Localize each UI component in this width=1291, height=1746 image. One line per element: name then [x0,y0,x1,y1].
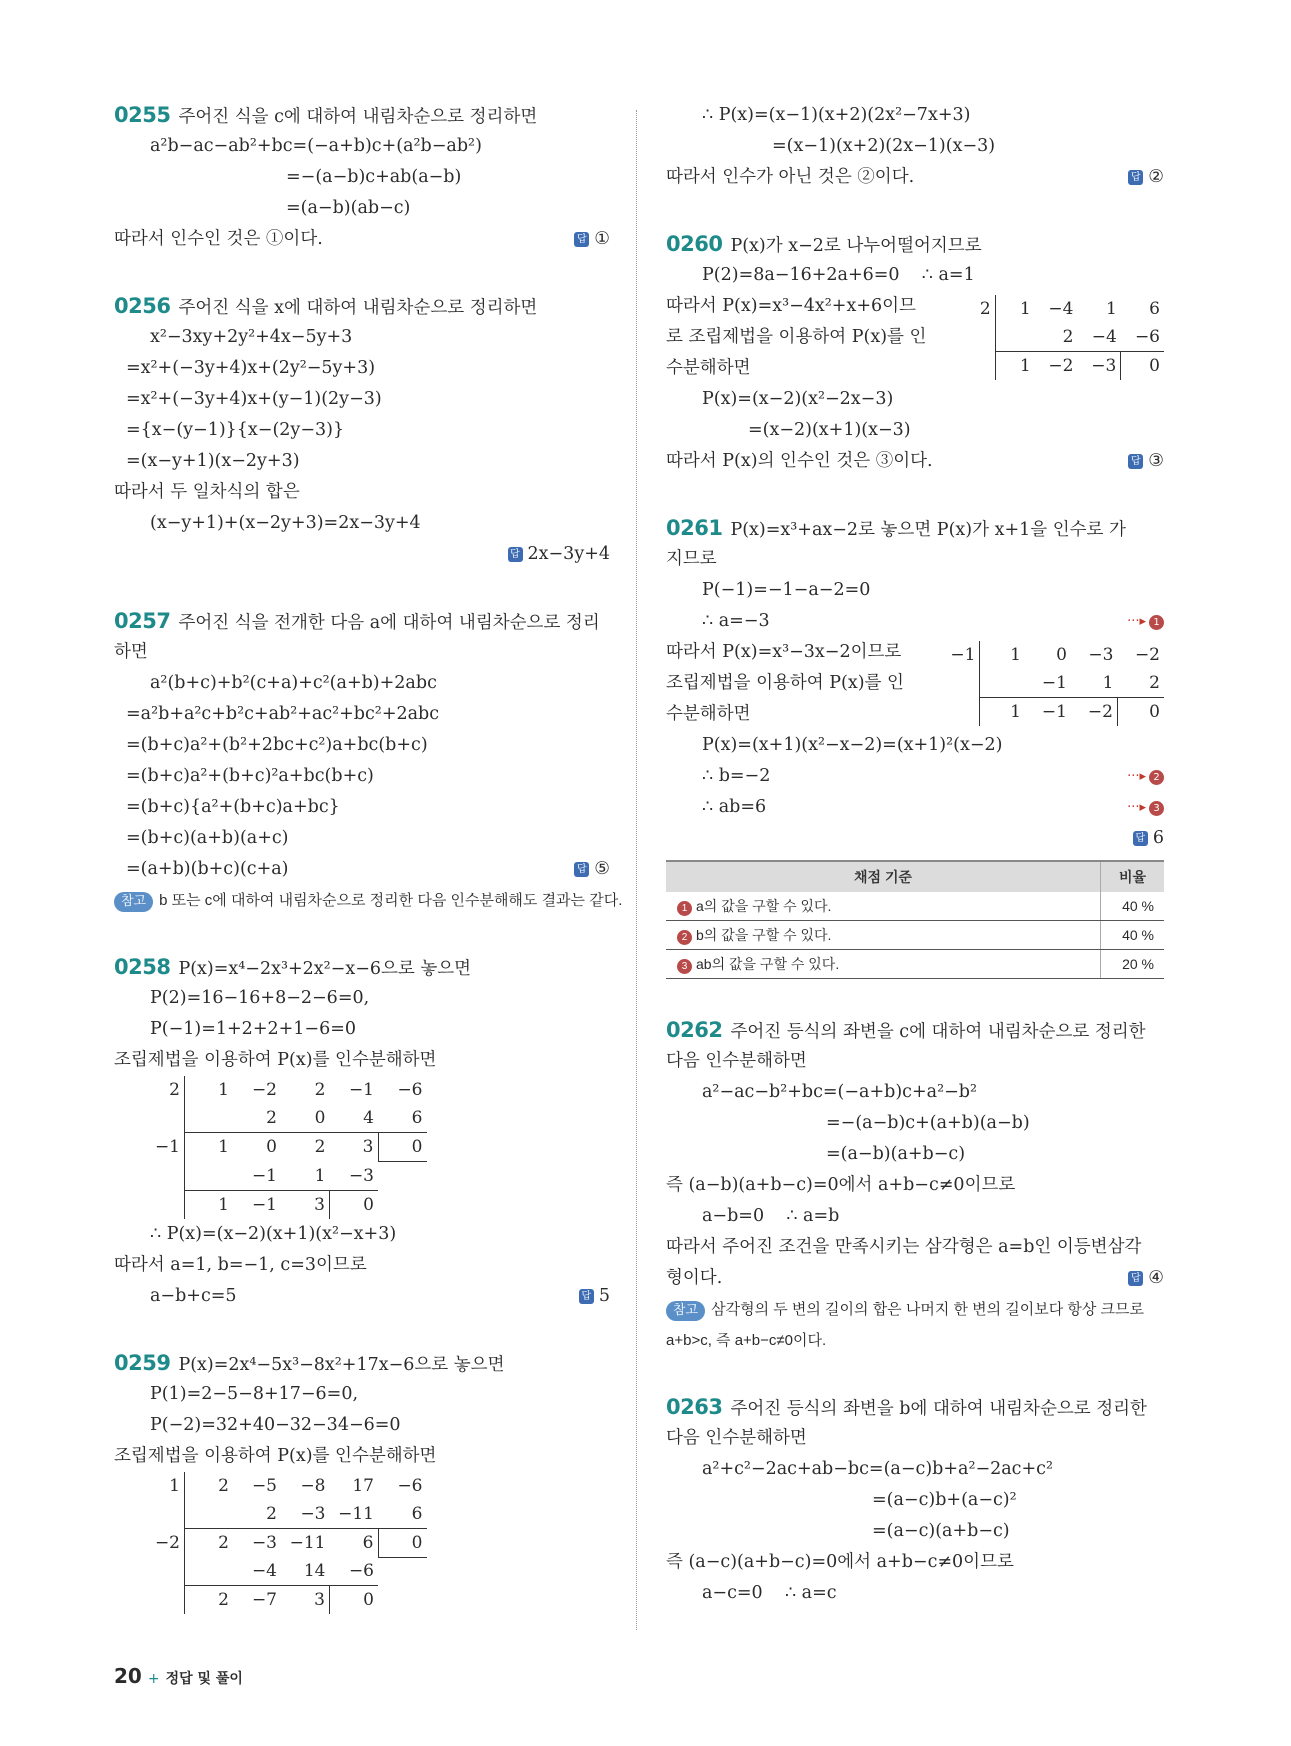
synth-cell: −1 [950,645,976,665]
synth-cell [378,1586,427,1615]
answer: 답 ③ [1128,446,1164,477]
synth-cell: 2 [169,1080,180,1100]
synth-cell: 6 [1149,299,1160,319]
synth-cell: 2 [233,1104,281,1133]
synth-row [150,1076,427,1104]
synth-cell [966,323,995,352]
equation-line: P(2)=16−16+8−2−6=0, [150,988,370,1008]
answer-icon: 답 [574,862,589,877]
problem-number: 0260 [666,232,723,256]
equation-line: =(b+c)a²+(b+c)²a+bc(b+c) [126,766,374,786]
synth-cell: 1 [995,295,1034,323]
solution-text: P(x)가 x−2로 나누어떨어지므로 [730,236,982,256]
synth-cell: −2 [1134,645,1160,665]
reference-note: 참고 삼각형의 두 변의 길이의 합은 나머지 한 변의 길이보다 항상 크므로 [666,1294,1164,1325]
equation-line: a²−ac−b²+bc=(−a+b)c+a²−b² [702,1082,977,1102]
synth-cell: −8 [300,1475,326,1496]
synth-cell: 2 [185,1586,234,1615]
synth-cell [185,1500,234,1529]
problem-0262 [666,1015,1164,1356]
solution-text: P(x)=x³+ax−2로 놓으면 P(x)가 x+1을 인수로 가 [730,520,1126,540]
reference-note: 참고 b 또는 c에 대하여 내림차순으로 정리한 다음 인수분해해도 결과는 같다. [114,885,610,916]
equation-line: a−b=0 ∴ a=b [702,1206,840,1226]
synth-cell: 1 [980,641,1025,669]
equation-line: P(x)=(x+1)(x²−x−2)=(x+1)²(x−2) [702,735,1003,755]
synthetic-division-table [114,1472,610,1615]
synth-cell: −3 [330,1162,379,1191]
synth-cell: 1 [1105,299,1117,319]
synth-cell: 0 [1117,698,1164,727]
synth-cell: 1 [995,352,1034,381]
page-footer [114,1664,243,1688]
grading-table [666,860,1164,979]
solution-text: 따라서 P(x)=x³−3x−2이므로 [666,642,902,662]
synthetic-division-table [966,295,1164,380]
synth-cell: −3 [1091,356,1117,376]
synth-cell: 1 [281,1162,330,1191]
synth-cell [995,323,1034,352]
synth-row [150,1133,427,1162]
synth-cell: 0 [330,1586,379,1615]
solution-text: 다음 인수분해하면 [666,1051,807,1071]
conclusion-text: 따라서 P(x)의 인수인 것은 ③이다. [666,451,933,471]
equation-line: =(x−1)(x+2)(2x−1)(x−3) [772,136,996,156]
left-column [114,100,623,1614]
equation-line: ∴ ab=6 [702,797,767,817]
answer-icon: 답 [1128,170,1143,185]
synth-row [150,1586,427,1615]
conclusion-text: 따라서 인수가 아닌 것은 ②이다. [666,167,915,187]
synth-cell [150,1586,185,1615]
answer: 답 ④ [1128,1263,1164,1294]
solution-text: 수분해하면 [666,358,751,378]
synth-cell: −4 [1048,299,1074,319]
conclusion-text: 따라서 인수인 것은 ①이다. [114,229,323,249]
synth-cell: 0 [266,1137,277,1158]
solution-text: 주어진 식을 c에 대하여 내림차순으로 정리하면 [178,107,538,127]
synth-cell: −2 [1087,702,1113,722]
solution-text: 지므로 [666,549,717,569]
synth-row [966,352,1164,381]
problem-0259 [114,1348,610,1615]
synthetic-division-table [946,641,1164,726]
page-number: 20 [114,1664,142,1688]
equation-line: P(−2)=32+40−32−34−6=0 [150,1414,401,1435]
problem-0257 [114,606,623,916]
reference-badge: 참고 [114,892,153,912]
solution-text: P(x)=2x⁴−5x³−8x²+17x−6으로 놓으면 [178,1354,505,1375]
synth-cell: 6 [378,1104,427,1133]
equation-line: (x−y+1)+(x−2y+3)=2x−3y+4 [150,513,421,533]
synth-cell: 1 [980,698,1025,727]
synth-cell: −1 [1025,669,1071,698]
synth-cell [946,669,980,698]
synth-cell: −5 [251,1475,277,1496]
synth-cell: 6 [378,1500,427,1529]
synth-cell [185,1557,234,1586]
synth-cell: 2 [1035,323,1078,352]
synth-cell: −2 [1048,356,1074,376]
solution-text: 조립제법을 이용하여 P(x)를 인 [666,673,904,693]
equation-line: a−c=0 ∴ a=c [702,1583,837,1603]
answer: 답 5 [579,1281,610,1312]
synth-cell: 0 [1056,645,1067,665]
answer-icon: 답 [579,1289,594,1304]
equation-line: P(−1)=1+2+2+1−6=0 [150,1019,357,1039]
problem-number: 0261 [666,516,723,540]
grading-row: 2 b의 값을 구할 수 있다. 40 % [666,921,1164,950]
problem-0261 [666,513,1164,979]
reference-note-cont: a+b>c, 즉 a+b−c≠0이다. [666,1332,827,1349]
synth-cell: −3 [281,1500,330,1529]
problem-0260 [666,229,1164,477]
plus-icon: + [147,1671,160,1687]
equation-line: ={x−(y−1)}{x−(2y−3)} [126,420,345,440]
equation-line: =x²+(−3y+4)x+(2y²−5y+3) [126,358,376,378]
equation-line: =(a+b)(b+c)(c+a) [126,859,289,879]
equation-line: ∴ a=−3 [702,611,770,631]
step-marker: ···▸ 1 [1127,606,1164,637]
answer: 답 2x−3y+4 [508,539,610,570]
problem-number: 0258 [114,955,171,979]
right-column [666,100,1164,1609]
synth-cell: 1 [1071,669,1118,698]
equation-line: P(1)=2−5−8+17−6=0, [150,1383,359,1404]
synth-cell [378,1162,427,1191]
grading-header-ratio: 비율 [1101,861,1165,892]
synth-cell [185,1104,234,1133]
equation-line: ∴ P(x)=(x−2)(x+1)(x²−x+3) [150,1223,397,1244]
synth-row [946,698,1164,727]
solution-text: 조립제법을 이용하여 P(x)를 인수분해하면 [114,1050,437,1070]
grading-row: 1 a의 값을 구할 수 있다. 40 % [666,892,1164,921]
synth-cell [378,1557,427,1586]
equation-line: P(x)=(x−2)(x²−2x−3) [702,389,894,409]
solution-text: 수분해하면 [666,704,751,724]
conclusion-text: 형이다. [666,1268,723,1288]
problem-number: 0259 [114,1350,171,1375]
synth-cell: 1 [185,1190,234,1219]
problem-0256 [114,291,610,570]
synth-cell [150,1104,185,1133]
synth-cell: 0 [330,1190,379,1219]
synth-cell: −3 [251,1532,277,1553]
synth-cell: −11 [330,1500,379,1529]
equation-line: =(x−2)(x+1)(x−3) [748,420,911,440]
synth-cell: 0 [281,1104,330,1133]
synth-cell: −4 [233,1557,281,1586]
synth-cell: −1 [348,1080,374,1100]
equation-line: ∴ b=−2 [702,766,771,786]
synth-cell: −7 [251,1590,277,1610]
footer-title: 정답 및 풀이 [165,1671,243,1687]
synth-cell: 6 [362,1532,374,1553]
equation-line: =(b+c)(a+b)(a+c) [126,828,289,848]
synth-cell: 14 [281,1557,330,1586]
answer-icon: 답 [1128,1271,1143,1286]
equation-line: a²(b+c)+b²(c+a)+c²(a+b)+2abc [150,673,437,693]
solution-text: 즉 (a−b)(a+b−c)=0에서 a+b−c≠0이므로 [666,1175,1016,1195]
equation-line: =(a−b)(a+b−c) [826,1144,966,1164]
equation-line: x²−3xy+2y²+4x−5y+3 [150,327,353,347]
solution-text: P(x)=x⁴−2x³+2x²−x−6으로 놓으면 [178,959,472,979]
equation-line: =(a−b)(ab−c) [286,198,411,218]
synth-cell [980,669,1025,698]
equation-line: a−b+c=5 [150,1285,237,1306]
synth-cell: −1 [154,1137,180,1157]
grading-row: 3 ab의 값을 구할 수 있다. 20 % [666,950,1164,979]
step-marker: ···▸ 2 [1127,761,1164,792]
synth-cell: 2 [185,1472,234,1500]
synth-cell [150,1162,185,1191]
reference-badge: 참고 [666,1301,705,1321]
problem-number: 0262 [666,1018,723,1042]
synth-cell: 2 [185,1528,234,1557]
synth-cell: 2 [314,1080,326,1100]
synth-cell: 2 [979,299,991,319]
answer: 답 ② [1128,162,1164,193]
synth-row [946,669,1164,698]
solution-text: 따라서 P(x)=x³−4x²+x+6이므 [666,296,916,316]
synth-cell [966,352,995,381]
synth-row [150,1528,427,1557]
synth-cell: −1 [1041,702,1067,722]
synth-cell: −1 [251,1194,277,1215]
equation-line: a²b−ac−ab²+bc=(−a+b)c+(a²b−ab²) [150,136,482,156]
problem-number: 0256 [114,294,171,318]
problem-0263 [666,1392,1164,1609]
solution-text: 따라서 a=1, b=−1, c=3이므로 [114,1254,367,1275]
synth-cell: 3 [314,1590,325,1610]
grading-header-criteria: 채점 기준 [666,861,1101,892]
equation-line: a²+c²−2ac+ab−bc=(a−c)b+a²−2ac+c² [702,1459,1053,1479]
synth-row [966,295,1164,323]
equation-line: =a²b+a²c+b²c+ab²+ac²+bc²+2abc [126,704,440,724]
synth-cell: −4 [1077,323,1120,352]
synth-cell: 2 [233,1500,281,1529]
synth-cell: −2 [251,1080,277,1100]
synth-row [150,1557,427,1586]
equation-line: =−(a−b)c+(a+b)(a−b) [826,1113,1030,1133]
synth-cell: 2 [314,1137,326,1158]
answer: 답 ① [574,224,610,255]
answer-icon: 답 [1128,454,1143,469]
synth-cell: 0 [1121,352,1164,381]
answer: 답 ⑤ [574,854,610,885]
synth-cell: 1 [185,1133,234,1162]
synthetic-division-table [114,1076,610,1219]
equation-line: ∴ P(x)=(x−1)(x+2)(2x²−7x+3) [702,105,971,125]
solution-text: 하면 [114,642,148,662]
synth-row [150,1472,427,1500]
synth-cell: 1 [169,1475,180,1496]
synth-cell [946,698,980,727]
problem-number: 0257 [114,609,171,633]
column-divider [636,110,637,1630]
solution-text: 즉 (a−c)(a+b−c)=0에서 a+b−c≠0이므로 [666,1552,1014,1572]
solution-text: 다음 인수분해하면 [666,1428,807,1448]
answer-icon: 답 [1133,831,1148,846]
solution-text: 주어진 식을 x에 대하여 내림차순으로 정리하면 [178,298,538,318]
problem-number: 0263 [666,1395,723,1419]
synth-cell: 3 [314,1194,325,1215]
equation-line: =(a−c)(a+b−c) [872,1521,1010,1541]
synth-row [966,323,1164,352]
synth-cell: 2 [1117,669,1164,698]
step-marker: ···▸ 3 [1127,792,1164,823]
equation-line: P(−1)=−1−a−2=0 [702,580,871,600]
equation-line: =(b+c){a²+(b+c)a+bc} [126,797,340,817]
solution-text: 주어진 등식의 좌변을 c에 대하여 내림차순으로 정리한 [730,1022,1146,1042]
synth-cell: −6 [397,1475,423,1496]
synth-row [150,1162,427,1191]
equation-line: =(x−y+1)(x−2y+3) [126,451,300,471]
synth-cell: 4 [330,1104,379,1133]
synth-cell [150,1190,185,1219]
problem-0258 [114,952,610,1312]
equation-line: =(b+c)a²+(b²+2bc+c²)a+bc(b+c) [126,735,428,755]
synth-row [150,1190,427,1219]
solution-text: 주어진 식을 전개한 다음 a에 대하여 내림차순으로 정리 [178,613,600,633]
answer: 답 6 [1133,823,1164,854]
synth-row [150,1500,427,1529]
synth-cell: −2 [154,1532,180,1553]
synth-cell [150,1500,185,1529]
synth-cell: −3 [1088,645,1114,665]
synth-cell: −6 [397,1080,423,1100]
synth-row [150,1104,427,1133]
solution-text: 주어진 등식의 좌변을 b에 대하여 내림차순으로 정리한 [730,1399,1147,1419]
synth-cell: 0 [378,1528,427,1557]
solution-text: 조립제법을 이용하여 P(x)를 인수분해하면 [114,1445,437,1466]
equation-line: P(2)=8a−16+2a+6=0 ∴ a=1 [702,265,975,285]
answer-icon: 답 [574,232,589,247]
problem-0259-continued [666,100,1164,193]
synth-cell: 17 [352,1475,374,1496]
synth-row [946,641,1164,669]
synth-cell: −1 [233,1162,281,1191]
synth-cell: −6 [1121,323,1164,352]
solution-text: 따라서 두 일차식의 합은 [114,482,300,502]
equation-line: =−(a−b)c+ab(a−b) [286,167,462,187]
synth-cell: −6 [330,1557,379,1586]
synth-cell: 1 [185,1076,234,1104]
synth-cell: 0 [378,1133,427,1162]
equation-line: =x²+(−3y+4)x+(y−1)(2y−3) [126,389,382,409]
solution-text: 로 조립제법을 이용하여 P(x)를 인 [666,327,927,347]
solution-text: 따라서 주어진 조건을 만족시키는 삼각형은 a=b인 이등변삼각 [666,1237,1142,1257]
problem-0255 [114,100,610,255]
problem-number: 0255 [114,103,171,127]
synth-cell [378,1190,427,1219]
synth-cell: 3 [362,1137,374,1158]
equation-line: =(a−c)b+(a−c)² [872,1490,1017,1510]
synth-cell [185,1162,234,1191]
synth-cell [150,1557,185,1586]
answer-icon: 답 [508,547,523,562]
synth-cell: −11 [289,1532,326,1553]
